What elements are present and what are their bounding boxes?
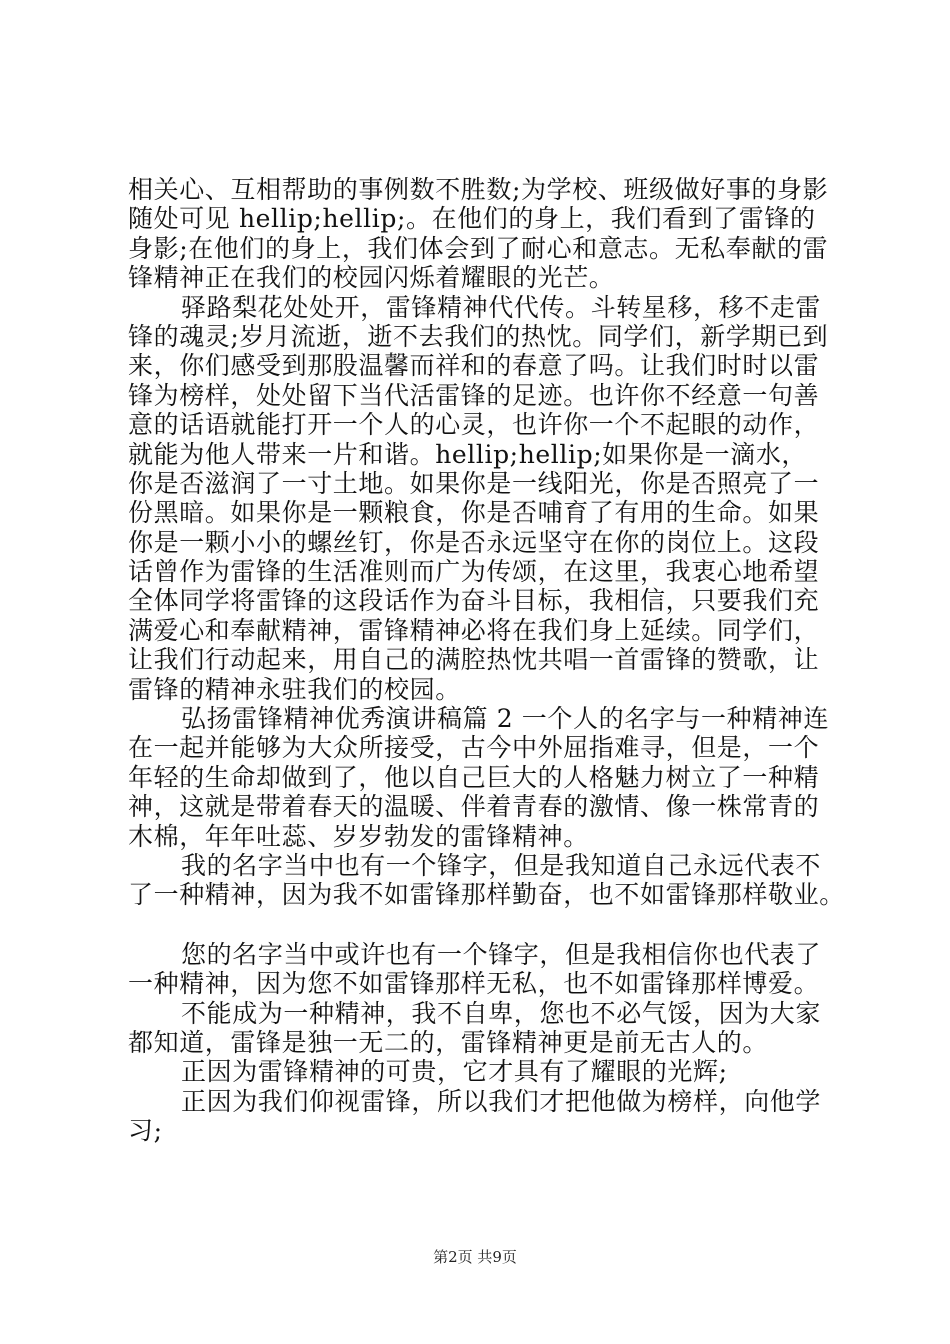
paragraph-first-line: 您的名字当中或许也有一个锋字，但是我相信你也代表了 [181, 939, 822, 969]
text-line: 份黑暗。如果你是一颗粮食，你是否哺育了有用的生命。如果 [128, 498, 820, 528]
text-line: 雷锋的精神永驻我们的校园。 [128, 674, 461, 704]
text-line: 年轻的生命却做到了，他以自己巨大的人格魅力树立了一种精 [128, 762, 820, 792]
paragraph-first-line: 驿路梨花处处开，雷锋精神代代传。斗转星移，移不走雷 [181, 292, 822, 322]
paragraph-first-line: 正因为我们仰视雷锋，所以我们才把他做为榜样，向他学 [181, 1086, 822, 1116]
text-line: 随处可见 hellip;hellip;。在他们的身上，我们看到了雷锋的 [128, 204, 816, 234]
text-line: 全体同学将雷锋的这段话作为奋斗目标，我相信，只要我们充 [128, 586, 820, 616]
text-line: 一种精神，因为您不如雷锋那样无私，也不如雷锋那样博爱。 [128, 969, 820, 999]
text-line: 都知道，雷锋是独一无二的，雷锋精神更是前无古人的。 [128, 1027, 769, 1057]
text-line: 相关心、互相帮助的事例数不胜数;为学校、班级做好事的身影 [128, 175, 829, 204]
text-line: 让我们行动起来，用自己的满腔热忱共唱一首雷锋的赞歌，让 [128, 645, 820, 675]
paragraph-gap [128, 910, 828, 940]
text-line: 木棉，年年吐蕊、岁岁勃发的雷锋精神。 [128, 821, 589, 851]
text-line: 来，你们感受到那股温馨而祥和的春意了吗。让我们时时以雷 [128, 351, 820, 381]
text-line: 锋为榜样，处处留下当代活雷锋的足迹。也许你不经意一句善 [128, 380, 820, 410]
text-line: 锋的魂灵;岁月流逝，逝不去我们的热忱。同学们，新学期已到 [128, 321, 829, 351]
text-line: 了一种精神，因为我不如雷锋那样勤奋，也不如雷锋那样敬业。 [128, 880, 845, 910]
text-line: 你是一颗小小的螺丝钉，你是否永远坚守在你的岗位上。这段 [128, 527, 820, 557]
paragraph-first-line: 正因为雷锋精神的可贵，它才具有了耀眼的光辉; [181, 1057, 728, 1087]
text-line: 满爱心和奉献精神，雷锋精神必将在我们身上延续。同学们， [128, 615, 820, 645]
text-line: 你是否滋润了一寸土地。如果你是一线阳光，你是否照亮了一 [128, 468, 820, 498]
text-line: 锋精神正在我们的校园闪烁着耀眼的光芒。 [128, 263, 615, 293]
text-line: 话曾作为雷锋的生活准则而广为传颂，在这里，我衷心地希望 [128, 557, 820, 587]
paragraph-first-line: 不能成为一种精神，我不自卑，您也不必气馁，因为大家 [181, 998, 822, 1028]
text-line: 意的话语就能打开一个人的心灵，也许你一个不起眼的动作， [128, 410, 820, 440]
paragraph-first-line: 弘扬雷锋精神优秀演讲稿篇 2 一个人的名字与一种精神连 [181, 704, 830, 734]
text-line: 习; [128, 1116, 163, 1146]
document-body [128, 175, 845, 1146]
text-line: 在一起并能够为大众所接受，古今中外屈指难寻，但是，一个 [128, 733, 820, 763]
text-line: 就能为他人带来一片和谐。hellip;hellip;如果你是一滴水， [128, 439, 808, 469]
page-number-footer: 第2页 共9页 [433, 1248, 517, 1266]
text-line: 身影;在他们的身上，我们体会到了耐心和意志。无私奉献的雷 [128, 233, 829, 263]
text-line: 神，这就是带着春天的温暖、伴着青春的激情、像一株常青的 [128, 792, 820, 822]
paragraph-first-line: 我的名字当中也有一个锋字，但是我知道自己永远代表不 [181, 850, 822, 880]
